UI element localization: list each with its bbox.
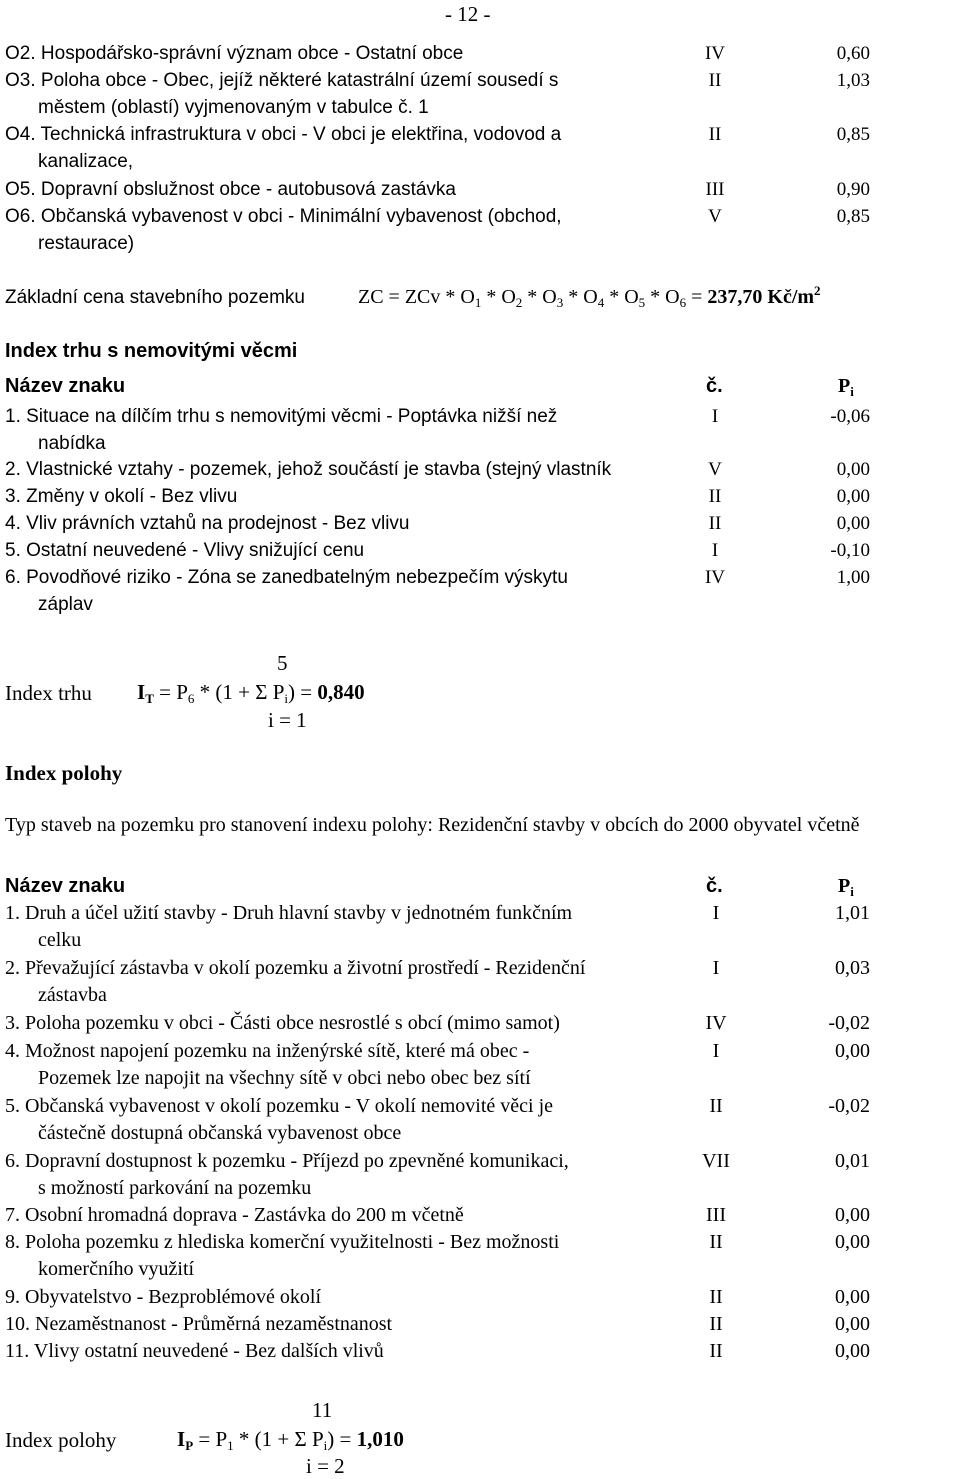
table-row [0, 537, 960, 564]
table-row [0, 1338, 960, 1365]
row-label-continuation: nabídka [38, 433, 106, 454]
row-class: III [706, 1204, 726, 1226]
row-label: 6. Dopravní dostupnost k pozemku - Příjezd po zpevněné komunikaci, [5, 1150, 569, 1172]
row-value: 1,01 [835, 902, 870, 924]
row-class: IV [704, 567, 726, 588]
row-value: 0,00 [835, 1340, 870, 1362]
row-value: -0,02 [828, 1095, 870, 1117]
row-value: 0,03 [835, 957, 870, 979]
location-col-p: $P_i$ [838, 875, 854, 899]
row-label: 5. Občanská vybavenost v okolí pozemku - V okolí nemovité věci je [5, 1095, 554, 1117]
row-value: 0,00 [835, 1286, 870, 1308]
base-price-line [5, 284, 305, 311]
row-value: 0,00 [835, 1313, 870, 1335]
row-value: 0,85 [836, 206, 870, 227]
row-value: -0,10 [830, 540, 870, 561]
market-formula-symbol: $I_T$ [137, 680, 154, 706]
row-class: I [712, 902, 720, 924]
table-row [0, 403, 960, 454]
row-label: 2. Převažující zástavba v okolí pozemku a životní prostředí - Rezidenční [5, 957, 586, 979]
market-table-header [0, 373, 960, 400]
market-col-no: č. [706, 375, 723, 397]
row-value: 0,00 [836, 459, 870, 480]
market-col-name: Název znaku [5, 375, 126, 397]
table-row [0, 456, 960, 483]
row-label: 7. Osobní hromadná doprava - Zastávka do 200 m včetně [5, 1204, 464, 1226]
base-price-result: 237,70 $Kč/m^2$ [707, 283, 821, 308]
row-label-continuation: zástavba [38, 984, 107, 1006]
row-class: I [711, 406, 719, 427]
table-row [0, 121, 960, 172]
row-label: 11. Vlivy ostatní neuvedené - Bez dalších vlivů [5, 1340, 384, 1362]
row-label: 1. Druh a účel užití stavby - Druh hlavní stavby v jednotném funkčním [5, 902, 573, 924]
row-value: 1,03 [836, 70, 870, 91]
row-class: II [709, 1340, 723, 1362]
row-label: 2. Vlastnické vztahy - pozemek, jehož součástí je stavba (stejný vlastník [5, 459, 612, 480]
row-class: II [709, 1231, 723, 1253]
row-class: I [711, 540, 719, 561]
row-class: II [709, 1313, 723, 1335]
row-class: IV [704, 43, 726, 64]
location-col-name: Název znaku [5, 875, 126, 897]
market-col-p: $P_i$ [838, 375, 854, 399]
row-label: 3. Změny v okolí - Bez vlivu [5, 486, 238, 507]
base-price-formula: ZC = ZCv * $O_1 * O_2 * O_3 * O_4 * O_5 * O_6 = 237,70$ $Kč/m^2$ [358, 283, 821, 310]
row-value: 0,00 [836, 513, 870, 534]
table-row [0, 900, 960, 951]
market-formula: $I_T = P_6 * (1 + \Sigma$ $P_i) = 0,840$ [137, 680, 365, 706]
row-class: IV [705, 1012, 727, 1034]
location-type-text: Typ staveb na pozemku pro stanovení indexu polohy: Rezidenční stavby v obcích do 2000 obyvatel včetně [5, 814, 860, 836]
row-label: 4. Možnost napojení pozemku na inženýrské sítě, které má obec - [5, 1040, 530, 1062]
location-col-no: č. [706, 875, 723, 897]
table-row [0, 1010, 960, 1037]
row-label: 4. Vliv právních vztahů na prodejnost - Bez vlivu [5, 513, 410, 534]
table-row [0, 1093, 960, 1144]
row-value: 0,00 [835, 1204, 870, 1226]
location-table-header [0, 873, 960, 900]
market-index-title: Index trhu s nemovitými věcmi [5, 340, 298, 362]
row-label: O5. Dopravní obslužnost obce - autobusová zastávka [5, 179, 456, 200]
location-formula: $I_P = P_1 * (1 + \Sigma$ $P_i) = 1,010$ [177, 1427, 404, 1453]
row-label-continuation: s možností parkování na pozemku [38, 1177, 312, 1199]
row-value: 0,01 [835, 1150, 870, 1172]
row-value: 0,00 [835, 1040, 870, 1062]
row-label: 3. Poloha pozemku v obci - Části obce nesrostlé s obcí (mimo samot) [5, 1012, 560, 1034]
row-class: V [708, 459, 722, 480]
row-label-continuation: částečně dostupná občanská vybavenost obce [38, 1122, 402, 1144]
table-row [0, 1202, 960, 1229]
table-row [0, 564, 960, 615]
row-label-continuation: komerčního využití [38, 1258, 195, 1280]
row-class: II [708, 486, 722, 507]
row-class: II [709, 1286, 723, 1308]
table-row [0, 1311, 960, 1338]
row-class: II [708, 124, 722, 145]
row-label: O6. Občanská vybavenost v obci - Minimální vybavenost (obchod, [5, 206, 562, 227]
market-formula-label: Index trhu [5, 681, 92, 705]
row-value: -0,06 [830, 406, 870, 427]
table-row [0, 1284, 960, 1311]
row-label-continuation: restaurace) [38, 233, 135, 254]
row-label-continuation: městem (oblastí) vyjmenovaným v tabulce č. 1 [38, 97, 429, 118]
base-price-formula-prefix: ZC = ZCv * O [358, 286, 475, 308]
row-class: II [709, 1095, 723, 1117]
row-label: 10. Nezaměstnanost - Průměrná nezaměstnanost [5, 1313, 393, 1335]
location-index-title: Index polohy [5, 761, 123, 785]
row-label: 1. Situace na dílčím trhu s nemovitými věcmi - Poptávka nižší než [5, 406, 558, 427]
market-formula-result: 0,840 [317, 680, 365, 704]
row-label: 8. Poloha pozemku z hlediska komerční využitelnosti - Bez možnosti [5, 1231, 560, 1253]
location-formula-symbol: $I_P$ [177, 1427, 194, 1453]
table-row [0, 203, 960, 254]
row-value: 0,00 [836, 486, 870, 507]
row-label: 5. Ostatní neuvedené - Vlivy snižující cenu [5, 540, 365, 561]
row-class: II [708, 70, 722, 91]
row-class: I [712, 1040, 720, 1062]
row-class: V [708, 206, 722, 227]
location-formula-label: Index polohy [5, 1428, 117, 1452]
row-value: 1,00 [836, 567, 870, 588]
row-value: 0,85 [836, 124, 870, 145]
row-class: I [712, 957, 720, 979]
table-row [0, 40, 960, 67]
location-formula-upper: 11 [312, 1398, 333, 1422]
market-formula-lower: i = 1 [268, 708, 307, 732]
location-formula-lower: i = 2 [306, 1454, 345, 1478]
row-label-continuation: Pozemek lze napojit na všechny sítě v obci nebo obec bez sítí [38, 1067, 531, 1089]
page-number: - 12 - [445, 2, 491, 26]
table-row [0, 1038, 960, 1089]
row-label: 9. Obyvatelstvo - Bezproblémové okolí [5, 1286, 322, 1308]
row-label: O4. Technická infrastruktura v obci - V obci je elektřina, vodovod a [5, 124, 562, 145]
row-label-continuation: celku [38, 929, 82, 951]
row-class: III [705, 179, 725, 200]
base-price-label: Základní cena stavebního pozemku [5, 287, 305, 308]
location-formula-result: 1,010 [356, 1427, 404, 1451]
row-label-continuation: záplav [38, 594, 93, 615]
row-class: VII [702, 1150, 730, 1172]
table-row [0, 483, 960, 510]
row-value: 0,00 [835, 1231, 870, 1253]
row-class: II [708, 513, 722, 534]
table-row [0, 176, 960, 203]
row-label-continuation: kanalizace, [38, 151, 134, 172]
row-value: 0,90 [836, 179, 870, 200]
table-row [0, 1148, 960, 1199]
row-value: -0,02 [828, 1012, 870, 1034]
table-row [0, 67, 960, 118]
table-row [0, 1229, 960, 1280]
row-label: 6. Povodňové riziko - Zóna se zanedbatelným nebezpečím výskytu [5, 567, 568, 588]
row-value: 0,60 [836, 43, 870, 64]
market-formula-upper: 5 [277, 651, 288, 675]
table-row [0, 955, 960, 1006]
row-label: O3. Poloha obce - Obec, jejíž některé katastrální území sousedí s [5, 70, 559, 91]
table-row [0, 510, 960, 537]
row-label: O2. Hospodářsko-správní význam obce - Ostatní obce [5, 43, 464, 64]
